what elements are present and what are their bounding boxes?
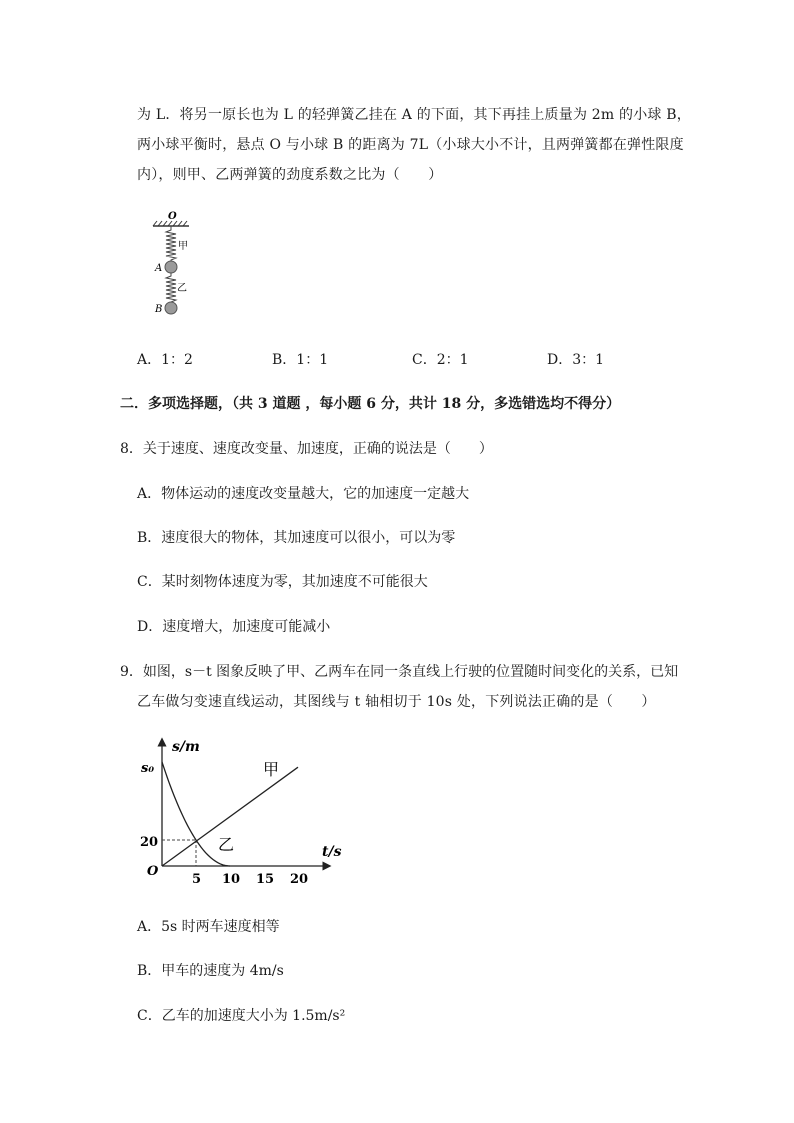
label-o: O — [168, 211, 177, 222]
q8-option-c[interactable]: C．某时刻物体速度为零，其加速度不可能很大 — [137, 574, 428, 590]
st-graph — [135, 730, 345, 890]
q7-option-a[interactable]: A．1：2 — [137, 352, 193, 368]
q9-option-c[interactable]: C．乙车的加速度大小为 1.5m/s² — [137, 1008, 346, 1024]
label-yi: 乙 — [177, 283, 187, 294]
x-tick-label: 5 — [192, 872, 202, 887]
series-yi-label: 乙 — [218, 835, 235, 854]
q7-text-line-2: 两小球平衡时，悬点 O 与小球 B 的距离为 7L（小球大小不计，且两弹簧都在弹性限度 — [137, 137, 684, 153]
q9-option-b[interactable]: B．甲车的速度为 4m/s — [137, 963, 284, 979]
q7-option-c[interactable]: C．2：1 — [412, 352, 469, 368]
q7-text-line-3: 内），则甲、乙两弹簧的劲度系数之比为（ ） — [137, 167, 443, 183]
y-axis-label: s/m — [172, 739, 200, 755]
q9-option-a[interactable]: A．5s 时两车速度相等 — [137, 919, 280, 935]
q8-option-a[interactable]: A．物体运动的速度改变量越大，它的加速度一定越大 — [137, 486, 470, 502]
label-jia: 甲 — [178, 241, 188, 252]
label-b: B — [155, 304, 163, 315]
spring-yi — [166, 273, 176, 303]
x-tick-label: 10 — [222, 872, 241, 887]
y-tick-20: 20 — [140, 835, 159, 850]
q9-stem-line-1: 9．如图，s－t 图象反映了甲、乙两车在同一条直线上行驶的位置随时间变化的关系，已知 — [120, 664, 679, 680]
s0-label: s₀ — [141, 761, 155, 776]
x-tick-label: 20 — [290, 872, 309, 887]
q8-option-d[interactable]: D．速度增大，加速度可能减小 — [137, 619, 331, 635]
series-jia-label: 甲 — [263, 760, 280, 779]
section-2-heading: 二．多项选择题，（共 3 道题 ，每小题 6 分，共计 18 分，多选错选均不得分） — [120, 396, 621, 412]
ball-b — [165, 302, 177, 314]
origin-label: O — [147, 864, 159, 879]
q7-option-d[interactable]: D．3：1 — [547, 352, 605, 368]
label-a: A — [155, 263, 163, 274]
q7-option-b[interactable]: B．1：1 — [272, 352, 329, 368]
x-axis-label: t/s — [322, 844, 342, 860]
q8-option-b[interactable]: B．速度很大的物体，其加速度可以很小，可以为零 — [137, 530, 456, 546]
ball-a — [165, 261, 177, 273]
spring-jia — [166, 226, 176, 262]
q9-stem-line-2: 乙车做匀变速直线运动，其图线与 t 轴相切于 10s 处，下列说法正确的是（ ） — [137, 694, 656, 710]
spring-figure — [135, 206, 215, 326]
x-tick-label: 15 — [256, 872, 275, 887]
q7-text-line-1: 为 L．将另一原长也为 L 的轻弹簧乙挂在 A 的下面，其下再挂上质量为 2m 的小球 B， — [137, 107, 691, 123]
q8-stem: 8．关于速度、速度改变量、加速度，正确的说法是（ ） — [120, 441, 493, 457]
